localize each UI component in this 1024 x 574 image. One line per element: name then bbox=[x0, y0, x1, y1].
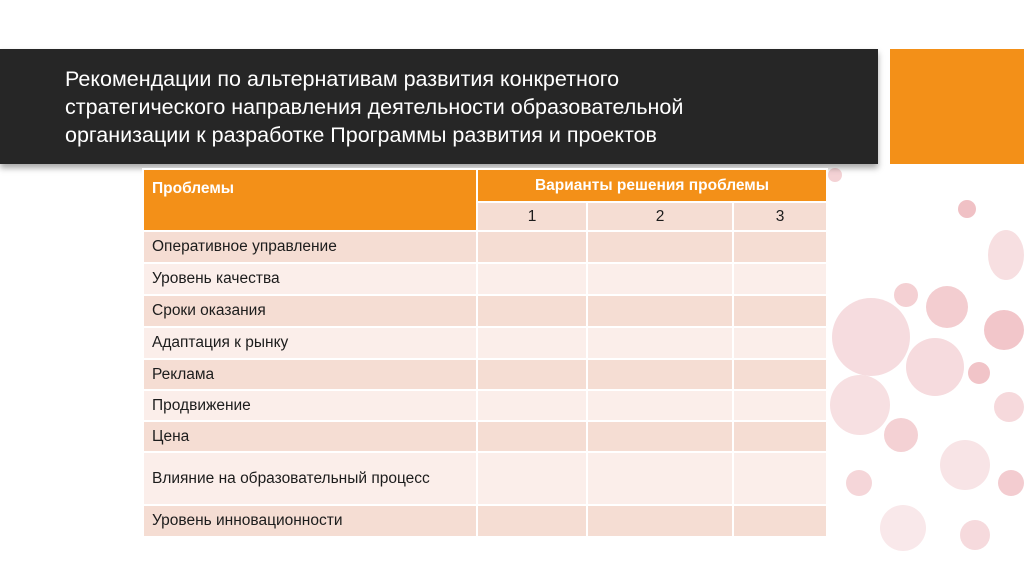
table-cell bbox=[587, 359, 733, 390]
decor-circle bbox=[894, 283, 918, 307]
table-cell bbox=[477, 452, 587, 505]
table-row bbox=[143, 421, 827, 452]
problems-table bbox=[142, 168, 828, 538]
variant-number: 2 bbox=[587, 202, 733, 231]
decor-circle bbox=[828, 168, 842, 182]
table-cell bbox=[477, 231, 587, 263]
table-cell bbox=[587, 295, 733, 327]
table-row bbox=[143, 295, 827, 327]
row-label: Сроки оказания bbox=[143, 295, 477, 327]
decor-circle bbox=[940, 440, 990, 490]
table-cell bbox=[587, 263, 733, 295]
table-row bbox=[143, 231, 827, 263]
table-cell bbox=[733, 231, 827, 263]
table-cell bbox=[733, 390, 827, 421]
row-label: Адаптация к рынку bbox=[143, 327, 477, 359]
table-cell bbox=[477, 390, 587, 421]
table-cell bbox=[477, 359, 587, 390]
decor-circle bbox=[960, 520, 990, 550]
decor-circle bbox=[926, 286, 968, 328]
decor-circle bbox=[984, 310, 1024, 350]
row-label: Уровень качества bbox=[143, 263, 477, 295]
header-problems: Проблемы bbox=[143, 169, 477, 231]
table-row bbox=[143, 263, 827, 295]
table-cell bbox=[587, 390, 733, 421]
row-label: Продвижение bbox=[143, 390, 477, 421]
decor-circle bbox=[880, 505, 926, 551]
table-cell bbox=[477, 505, 587, 537]
table-cell bbox=[587, 231, 733, 263]
decor-circle bbox=[994, 392, 1024, 422]
table-cell bbox=[477, 421, 587, 452]
decor-circle bbox=[988, 230, 1024, 280]
table-cell bbox=[587, 327, 733, 359]
table-cell bbox=[477, 263, 587, 295]
decor-circle bbox=[958, 200, 976, 218]
table-cell bbox=[477, 327, 587, 359]
row-label: Цена bbox=[143, 421, 477, 452]
table-cell bbox=[587, 505, 733, 537]
decor-circle bbox=[830, 375, 890, 435]
decor-circle bbox=[998, 470, 1024, 496]
decor-circle bbox=[906, 338, 964, 396]
row-label: Реклама bbox=[143, 359, 477, 390]
decor-circle bbox=[968, 362, 990, 384]
table-cell bbox=[733, 505, 827, 537]
table-cell bbox=[733, 421, 827, 452]
table-row bbox=[143, 452, 827, 505]
table-row bbox=[143, 505, 827, 537]
accent-block bbox=[890, 49, 1024, 164]
header-variants: Варианты решения проблемы bbox=[477, 169, 827, 202]
table-row bbox=[143, 327, 827, 359]
table-cell bbox=[587, 452, 733, 505]
variant-number: 3 bbox=[733, 202, 827, 231]
table-cell bbox=[587, 421, 733, 452]
table-row bbox=[143, 390, 827, 421]
decor-circle bbox=[884, 418, 918, 452]
decor-circle bbox=[832, 298, 910, 376]
row-label: Уровень инновационности bbox=[143, 505, 477, 537]
table-cell bbox=[477, 295, 587, 327]
decor-circle bbox=[846, 470, 872, 496]
slide-title: Рекомендации по альтернативам развития конкретного стратегического направления деятельности образовательной организации к разработке Программы развития и проектов bbox=[65, 67, 684, 147]
row-label: Оперативное управление bbox=[143, 231, 477, 263]
table-cell bbox=[733, 295, 827, 327]
table-cell bbox=[733, 263, 827, 295]
table-cell bbox=[733, 452, 827, 505]
row-label: Влияние на образовательный процесс bbox=[143, 452, 477, 505]
table-cell bbox=[733, 359, 827, 390]
variant-number: 1 bbox=[477, 202, 587, 231]
table-row bbox=[143, 359, 827, 390]
table-cell bbox=[733, 327, 827, 359]
